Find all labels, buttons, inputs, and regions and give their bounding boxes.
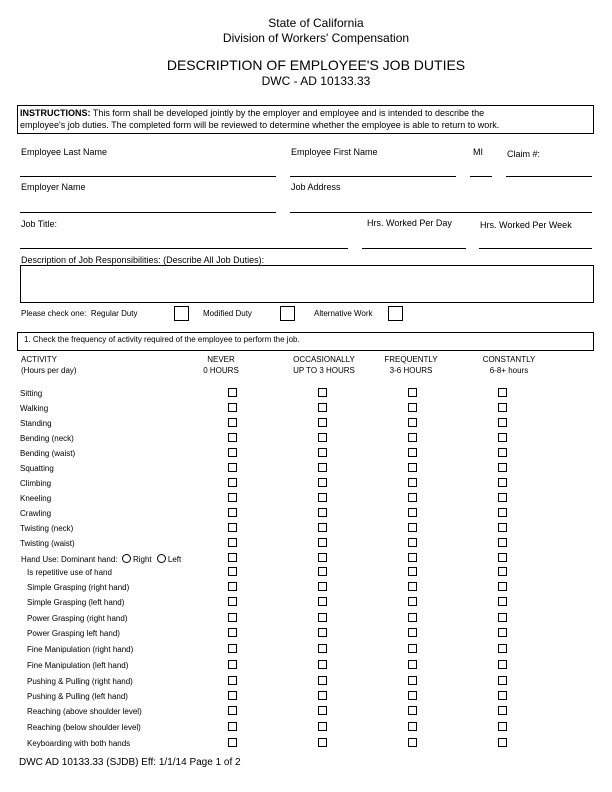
- frequently-checkbox[interactable]: [408, 644, 417, 653]
- never-checkbox[interactable]: [228, 553, 237, 562]
- constantly-checkbox[interactable]: [498, 644, 507, 653]
- occasionally-subheader: UP TO 3 HOURS: [293, 366, 355, 375]
- first-name-label: Employee First Name: [291, 147, 378, 157]
- never-header: NEVER: [207, 355, 235, 364]
- occasionally-checkbox[interactable]: [318, 433, 327, 442]
- alternative-work-label: Alternative Work: [314, 309, 373, 318]
- regular-duty-label: Regular Duty: [90, 309, 138, 318]
- occasionally-checkbox[interactable]: [318, 538, 327, 547]
- frequently-checkbox[interactable]: [408, 388, 417, 397]
- responsibilities-label: Description of Job Responsibilities: (Describe All Job Duties):: [21, 255, 265, 265]
- constantly-subheader: 6-8+ hours: [489, 366, 529, 375]
- left-hand-radio[interactable]: [157, 554, 166, 563]
- job-title-label: Job Title:: [21, 219, 58, 229]
- activity-label: Twisting (neck): [20, 524, 74, 533]
- occasionally-checkbox[interactable]: [318, 676, 327, 685]
- activity-label: Power Grasping left hand): [27, 629, 120, 638]
- occasionally-checkbox[interactable]: [318, 493, 327, 502]
- claim-field[interactable]: [506, 176, 592, 177]
- employer-name-field[interactable]: [20, 212, 276, 213]
- never-checkbox[interactable]: [228, 582, 237, 591]
- frequently-checkbox[interactable]: [408, 493, 417, 502]
- never-checkbox[interactable]: [228, 676, 237, 685]
- occasionally-checkbox[interactable]: [318, 388, 327, 397]
- constantly-checkbox[interactable]: [498, 553, 507, 562]
- form-number: DWC - AD 10133.33: [261, 74, 371, 88]
- never-checkbox[interactable]: [228, 567, 237, 576]
- frequently-checkbox[interactable]: [408, 508, 417, 517]
- frequently-checkbox[interactable]: [408, 463, 417, 472]
- activity-label: Pushing & Pulling (left hand): [27, 692, 128, 701]
- occasionally-checkbox[interactable]: [318, 448, 327, 457]
- frequently-checkbox[interactable]: [408, 660, 417, 669]
- constantly-checkbox[interactable]: [498, 691, 507, 700]
- never-checkbox[interactable]: [228, 508, 237, 517]
- never-checkbox[interactable]: [228, 613, 237, 622]
- frequently-subheader: 3-6 HOURS: [389, 366, 433, 375]
- right-hand-label: Right: [132, 555, 152, 564]
- never-checkbox[interactable]: [228, 478, 237, 487]
- activity-label: Walking: [20, 404, 49, 413]
- section-1-instruction: 1. Check the frequency of activity required of the employee to perform the job.: [24, 335, 300, 344]
- frequently-checkbox[interactable]: [408, 691, 417, 700]
- occasionally-checkbox[interactable]: [318, 613, 327, 622]
- constantly-header: CONSTANTLY: [482, 355, 536, 364]
- occasionally-checkbox[interactable]: [318, 403, 327, 412]
- state-heading: State of California: [268, 16, 364, 30]
- never-checkbox[interactable]: [228, 493, 237, 502]
- constantly-checkbox[interactable]: [498, 567, 507, 576]
- occasionally-checkbox[interactable]: [318, 660, 327, 669]
- never-subheader: 0 HOURS: [203, 366, 239, 375]
- responsibilities-field[interactable]: [20, 265, 594, 303]
- never-checkbox[interactable]: [228, 388, 237, 397]
- first-name-field[interactable]: [290, 176, 456, 177]
- never-checkbox[interactable]: [228, 538, 237, 547]
- occasionally-checkbox[interactable]: [318, 738, 327, 747]
- occasionally-checkbox[interactable]: [318, 523, 327, 532]
- job-address-field[interactable]: [290, 212, 592, 213]
- never-checkbox[interactable]: [228, 523, 237, 532]
- occasionally-checkbox[interactable]: [318, 644, 327, 653]
- constantly-checkbox[interactable]: [498, 403, 507, 412]
- never-checkbox[interactable]: [228, 706, 237, 715]
- frequently-checkbox[interactable]: [408, 738, 417, 747]
- frequently-header: FREQUENTLY: [384, 355, 438, 364]
- job-title-field[interactable]: [20, 248, 348, 249]
- hrs-week-field[interactable]: [479, 248, 592, 249]
- right-hand-radio[interactable]: [122, 554, 131, 563]
- hand-use-row: [21, 554, 181, 564]
- modified-duty-checkbox[interactable]: [280, 306, 295, 321]
- regular-duty-checkbox[interactable]: [174, 306, 189, 321]
- occasionally-checkbox[interactable]: [318, 597, 327, 606]
- activity-label: Simple Grasping (left hand): [27, 598, 125, 607]
- duty-prompt: [21, 309, 138, 318]
- occasionally-checkbox[interactable]: [318, 582, 327, 591]
- never-checkbox[interactable]: [228, 418, 237, 427]
- constantly-checkbox[interactable]: [498, 660, 507, 669]
- occasionally-header: OCCASIONALLY: [293, 355, 355, 364]
- never-checkbox[interactable]: [228, 722, 237, 731]
- constantly-checkbox[interactable]: [498, 582, 507, 591]
- hand-use-label: Hand Use: Dominant hand:: [21, 555, 118, 564]
- never-checkbox[interactable]: [228, 597, 237, 606]
- frequently-checkbox[interactable]: [408, 523, 417, 532]
- occasionally-checkbox[interactable]: [318, 463, 327, 472]
- frequently-checkbox[interactable]: [408, 676, 417, 685]
- occasionally-checkbox[interactable]: [318, 567, 327, 576]
- frequently-checkbox[interactable]: [408, 722, 417, 731]
- activity-label: Fine Manipulation (right hand): [27, 645, 134, 654]
- occasionally-checkbox[interactable]: [318, 508, 327, 517]
- activity-label: Pushing & Pulling (right hand): [27, 677, 133, 686]
- constantly-checkbox[interactable]: [498, 418, 507, 427]
- job-address-label: Job Address: [291, 182, 341, 192]
- frequently-checkbox[interactable]: [408, 433, 417, 442]
- frequently-checkbox[interactable]: [408, 448, 417, 457]
- division-heading: Division of Workers' Compensation: [222, 31, 410, 45]
- claim-label: Claim #:: [507, 149, 541, 159]
- duty-prompt-text: Please check one:: [21, 309, 87, 318]
- activity-label: Crawling: [20, 509, 52, 518]
- never-checkbox[interactable]: [228, 644, 237, 653]
- constantly-checkbox[interactable]: [498, 523, 507, 532]
- constantly-checkbox[interactable]: [498, 433, 507, 442]
- activity-label: Bending (waist): [20, 449, 76, 458]
- activity-label: Reaching (above shoulder level): [27, 707, 142, 716]
- occasionally-checkbox[interactable]: [318, 628, 327, 637]
- activity-label: Simple Grasping (right hand): [27, 583, 130, 592]
- activity-label: Squatting: [20, 464, 54, 473]
- never-checkbox[interactable]: [228, 463, 237, 472]
- occasionally-checkbox[interactable]: [318, 706, 327, 715]
- activity-label: Climbing: [20, 479, 52, 488]
- frequently-checkbox[interactable]: [408, 478, 417, 487]
- occasionally-checkbox[interactable]: [318, 691, 327, 700]
- constantly-checkbox[interactable]: [498, 463, 507, 472]
- constantly-checkbox[interactable]: [498, 738, 507, 747]
- constantly-checkbox[interactable]: [498, 478, 507, 487]
- constantly-checkbox[interactable]: [498, 722, 507, 731]
- hrs-day-field[interactable]: [362, 248, 466, 249]
- frequently-checkbox[interactable]: [408, 553, 417, 562]
- instructions-line-1: [20, 108, 484, 118]
- activity-label: Is repetitive use of hand: [27, 568, 112, 577]
- frequently-checkbox[interactable]: [408, 418, 417, 427]
- frequently-checkbox[interactable]: [408, 538, 417, 547]
- never-checkbox[interactable]: [228, 660, 237, 669]
- employer-name-label: Employer Name: [21, 182, 86, 192]
- activity-label: Kneeling: [20, 494, 52, 503]
- left-hand-label: Left: [167, 555, 182, 564]
- constantly-checkbox[interactable]: [498, 508, 507, 517]
- constantly-checkbox[interactable]: [498, 388, 507, 397]
- activity-label: Standing: [20, 419, 52, 428]
- form-title: DESCRIPTION OF EMPLOYEE'S JOB DUTIES: [166, 57, 466, 73]
- constantly-checkbox[interactable]: [498, 676, 507, 685]
- frequently-checkbox[interactable]: [408, 582, 417, 591]
- instructions-text-1: This form shall be developed jointly by the employer and employee and is intended to describe the: [92, 108, 485, 118]
- occasionally-checkbox[interactable]: [318, 722, 327, 731]
- constantly-checkbox[interactable]: [498, 706, 507, 715]
- frequently-checkbox[interactable]: [408, 403, 417, 412]
- hrs-week-label: Hrs. Worked Per Week: [480, 220, 572, 230]
- activity-subheader: (Hours per day): [21, 366, 77, 375]
- occasionally-checkbox[interactable]: [318, 418, 327, 427]
- footer-text: DWC AD 10133.33 (SJDB) Eff: 1/1/14 Page 1 of 2: [19, 757, 241, 768]
- last-name-field[interactable]: [20, 176, 276, 177]
- never-checkbox[interactable]: [228, 628, 237, 637]
- frequently-checkbox[interactable]: [408, 597, 417, 606]
- activity-label: Keyboarding with both hands: [27, 739, 131, 748]
- activity-label: Bending (neck): [20, 434, 74, 443]
- constantly-checkbox[interactable]: [498, 628, 507, 637]
- never-checkbox[interactable]: [228, 448, 237, 457]
- never-checkbox[interactable]: [228, 738, 237, 747]
- alternative-work-checkbox[interactable]: [388, 306, 403, 321]
- frequently-checkbox[interactable]: [408, 613, 417, 622]
- activity-label: Twisting (waist): [20, 539, 75, 548]
- frequently-checkbox[interactable]: [408, 567, 417, 576]
- instructions-text-2: employee's job duties. The completed form will be reviewed to determine whether the employee is able to return to work.: [20, 120, 500, 130]
- occasionally-checkbox[interactable]: [318, 478, 327, 487]
- activity-header: ACTIVITY: [21, 355, 58, 364]
- mi-label: MI: [473, 147, 483, 157]
- never-checkbox[interactable]: [228, 691, 237, 700]
- activity-label: Sitting: [20, 389, 43, 398]
- mi-field[interactable]: [470, 176, 492, 177]
- instructions-label: INSTRUCTIONS:: [20, 108, 91, 118]
- occasionally-checkbox[interactable]: [318, 553, 327, 562]
- constantly-checkbox[interactable]: [498, 538, 507, 547]
- last-name-label: Employee Last Name: [21, 147, 108, 157]
- activity-label: Fine Manipulation (left hand): [27, 661, 129, 670]
- activity-label: Power Grasping (right hand): [27, 614, 128, 623]
- constantly-checkbox[interactable]: [498, 597, 507, 606]
- constantly-checkbox[interactable]: [498, 493, 507, 502]
- modified-duty-label: Modified Duty: [203, 309, 252, 318]
- activity-label: Reaching (below shoulder level): [27, 723, 141, 732]
- never-checkbox[interactable]: [228, 433, 237, 442]
- frequently-checkbox[interactable]: [408, 628, 417, 637]
- constantly-checkbox[interactable]: [498, 448, 507, 457]
- constantly-checkbox[interactable]: [498, 613, 507, 622]
- never-checkbox[interactable]: [228, 403, 237, 412]
- hrs-day-label: Hrs. Worked Per Day: [367, 218, 452, 228]
- frequently-checkbox[interactable]: [408, 706, 417, 715]
